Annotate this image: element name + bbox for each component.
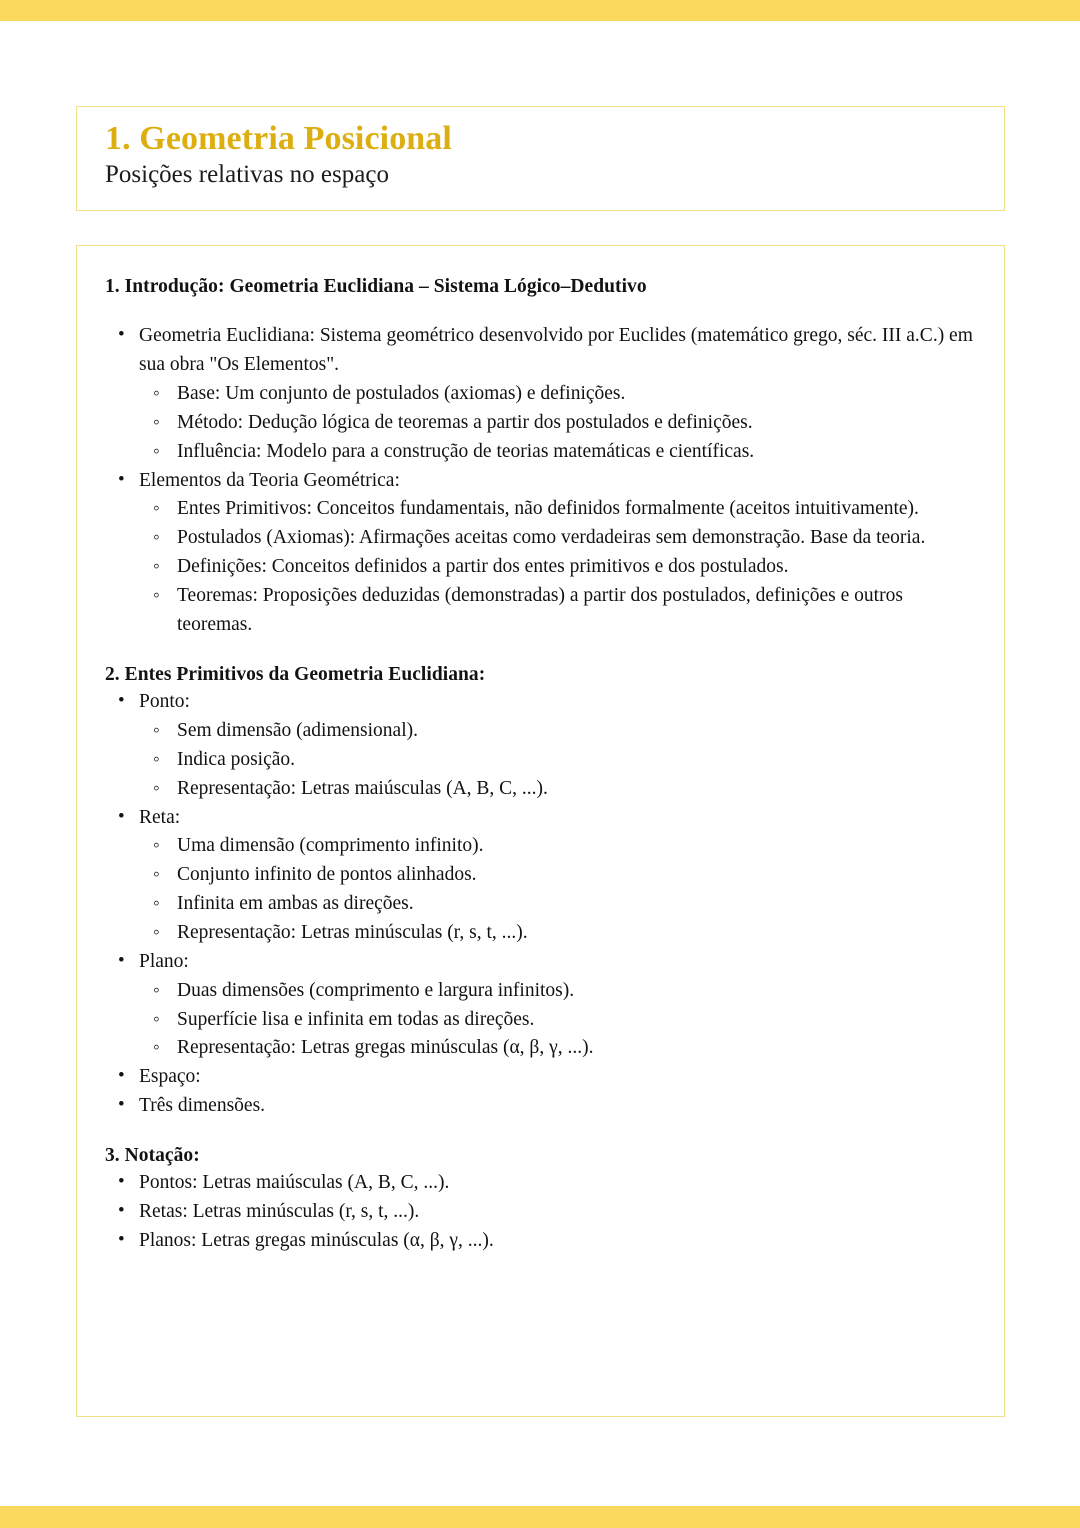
list-item bbox=[105, 1198, 980, 1227]
sub-list-item: ◦ Infinita em ambas as direções. bbox=[141, 890, 980, 919]
sub-list-item: ◦ Teoremas: Proposições deduzidas (demonstradas) a partir dos postulados, definições e outros teoremas. bbox=[141, 582, 980, 640]
bullet-list-level1 bbox=[105, 1169, 980, 1256]
sub-list-item: ◦ Método: Dedução lógica de teoremas a partir dos postulados e definições. bbox=[141, 409, 980, 438]
list-item-label: • Três dimensões. bbox=[139, 1095, 266, 1117]
section-heading: 1. Introdução: Geometria Euclidiana – Sistema Lógico–Dedutivo bbox=[105, 276, 647, 297]
bullet-list-level1 bbox=[105, 322, 980, 639]
sub-list-item: ◦ Duas dimensões (comprimento e largura infinitos). bbox=[141, 977, 980, 1006]
content-card bbox=[76, 245, 1005, 1417]
list-item bbox=[105, 467, 980, 640]
section-heading: 2. Entes Primitivos da Geometria Euclidiana: bbox=[105, 663, 486, 685]
sub-list-item: ◦ Representação: Letras maiúsculas (A, B, C, ...). bbox=[141, 775, 980, 804]
list-item bbox=[105, 948, 980, 1063]
list-item bbox=[105, 1169, 980, 1198]
bullet-list-level2 bbox=[141, 977, 980, 1064]
list-item-label: • Elementos da Teoria Geométrica: bbox=[139, 469, 400, 491]
list-item bbox=[105, 322, 980, 466]
bullet-list-level2 bbox=[141, 495, 980, 639]
section bbox=[105, 274, 980, 640]
bullet-list-level2 bbox=[141, 380, 980, 467]
sub-list-item: ◦ Representação: Letras minúsculas (r, s, t, ...). bbox=[141, 919, 980, 948]
sub-list-item: ◦ Indica posição. bbox=[141, 746, 980, 775]
bottom-accent-band bbox=[0, 1506, 1080, 1528]
list-item bbox=[105, 1063, 980, 1092]
page-subtitle: Posições relativas no espaço bbox=[105, 161, 389, 189]
sections-container bbox=[105, 274, 980, 1256]
list-item-label: • Pontos: Letras maiúsculas (A, B, C, ...). bbox=[139, 1172, 450, 1194]
sub-list-item: ◦ Definições: Conceitos definidos a partir dos entes primitivos e dos postulados. bbox=[141, 553, 980, 582]
section bbox=[105, 1143, 980, 1256]
sub-list-item: ◦ Conjunto infinito de pontos alinhados. bbox=[141, 861, 980, 890]
bullet-list-level1 bbox=[105, 688, 980, 1121]
list-item bbox=[105, 1092, 980, 1121]
bullet-list-level2 bbox=[141, 832, 980, 947]
sub-list-item: ◦ Postulados (Axiomas): Afirmações aceitas como verdadeiras sem demonstração. Base da teoria. bbox=[141, 524, 980, 553]
sub-list-item: ◦ Entes Primitivos: Conceitos fundamentais, não definidos formalmente (aceitos intuitivamente). bbox=[141, 495, 980, 524]
section bbox=[105, 662, 980, 1121]
top-accent-band bbox=[0, 0, 1080, 21]
sub-list-item: ◦ Uma dimensão (comprimento infinito). bbox=[141, 832, 980, 861]
list-item-label: • Reta: bbox=[139, 806, 181, 828]
list-item-label: • Retas: Letras minúsculas (r, s, t, ...). bbox=[139, 1201, 420, 1223]
title-card bbox=[76, 106, 1005, 211]
sub-list-item: ◦ Sem dimensão (adimensional). bbox=[141, 717, 980, 746]
sub-list-item: ◦ Base: Um conjunto de postulados (axiomas) e definições. bbox=[141, 380, 980, 409]
page-title: 1. Geometria Posicional bbox=[105, 120, 452, 157]
list-item-label: • Planos: Letras gregas minúsculas (α, β, γ, ...). bbox=[139, 1230, 494, 1251]
list-item bbox=[105, 688, 980, 803]
list-item-label: • Plano: bbox=[139, 950, 189, 972]
list-item-label: • Ponto: bbox=[139, 691, 190, 713]
list-item-label: • Geometria Euclidiana: Sistema geométrico desenvolvido por Euclides (matemático grego, séc. III a.C.) em sua obra "Os Elementos". bbox=[139, 325, 973, 376]
list-item-label: • Espaço: bbox=[139, 1066, 201, 1088]
list-item bbox=[105, 1227, 980, 1256]
sub-list-item: ◦ Superfície lisa e infinita em todas as direções. bbox=[141, 1006, 980, 1035]
bullet-list-level2 bbox=[141, 717, 980, 804]
section-heading: 3. Notação: bbox=[105, 1144, 200, 1166]
list-item bbox=[105, 804, 980, 948]
sub-list-item: ◦ Influência: Modelo para a construção de teorias matemáticas e científicas. bbox=[141, 438, 980, 467]
sub-list-item: ◦ Representação: Letras gregas minúsculas (α, β, γ, ...). bbox=[141, 1034, 980, 1063]
